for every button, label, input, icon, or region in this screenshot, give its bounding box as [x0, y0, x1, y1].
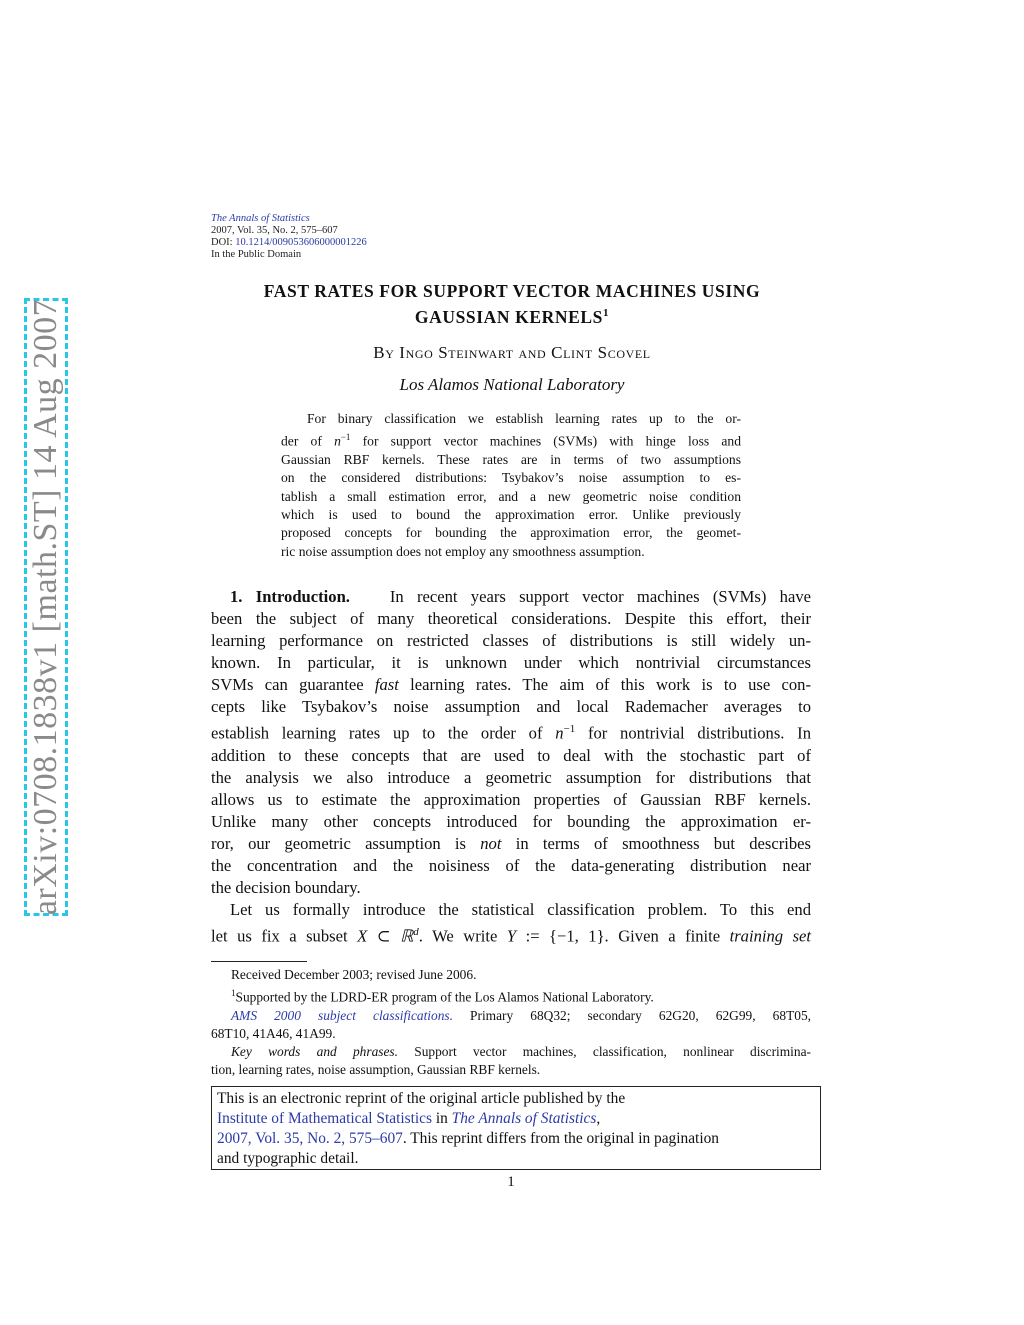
reprint-line: and typographic detail. [217, 1150, 359, 1167]
abstract-line: tablish a small estimation error, and a new geometric noise condition [281, 488, 741, 504]
intro-line: known. In particular, it is unknown under which nontrivial circumstances [211, 653, 811, 672]
doi-label: DOI: [211, 237, 233, 248]
reprint-line: This is an electronic reprint of the original article published by the [217, 1090, 626, 1107]
intro-line: cepts like Tsybakov’s noise assumption and local Rademacher averages to [211, 697, 811, 716]
intro-line: allows us to estimate the approximation properties of Gaussian RBF kernels. [211, 789, 811, 809]
intro-line: been the subject of many theoretical considerations. Despite this effort, their [211, 609, 811, 628]
abstract-line: der of $n^{-1}$ for support vector machines (SVMs) with hinge loss and [281, 432, 741, 449]
footnote-divider [211, 961, 307, 962]
footnotes [211, 966, 811, 1080]
intro-line: ror, our geometric assumption is not in terms of smoothness but describes [211, 833, 811, 853]
intro-line: the concentration and the noisiness of the data-generating distribution near [211, 855, 811, 875]
keywords: Key words and phrases. Support vector machines, classification, nonlinear discrimina- [231, 1044, 811, 1060]
reprint-line: Institute of Mathematical Statistics in The Annals of Statistics, [217, 1110, 601, 1127]
paper-title [180, 280, 844, 328]
title-line-1: FAST RATES FOR SUPPORT VECTOR MACHINES USING [263, 281, 761, 301]
doi-link[interactable]: 10.1214/009053606000001226 [235, 237, 367, 248]
journal-name-link[interactable]: The Annals of Statistics [211, 213, 310, 224]
reprint-notice-box [211, 1086, 821, 1170]
abstract-line: Gaussian RBF kernels. These rates are in terms of two assumptions [281, 452, 741, 468]
ams-classification: AMS 2000 subject classifications. Primary 68Q32; secondary 62G20, 62G99, 68T05, [231, 1007, 811, 1023]
abstract-line: on the considered distributions: Tsybakov’s noise assumption to es- [281, 470, 741, 486]
intro-line: 1. Introduction. In recent years support vector machines (SVMs) have [230, 587, 811, 606]
keywords-cont: tion, learning rates, noise assumption, Gaussian RBF kernels. [211, 1062, 541, 1078]
abstract-line: proposed concepts for bounding the approximation error, the geomet- [281, 525, 741, 541]
license-note: In the Public Domain [211, 249, 302, 260]
abstract-line: which is used to bound the approximation error. Unlike previously [281, 507, 741, 523]
intro-line: the analysis we also introduce a geometric assumption for distributions that [211, 767, 811, 787]
intro-line: Let us formally introduce the statistical classification problem. To this end [230, 899, 811, 919]
title-line-2: GAUSSIAN KERNELS [414, 306, 603, 327]
journal-header [211, 213, 367, 261]
abstract-line: For binary classification we establish learning rates up to the or- [307, 411, 741, 426]
title-footnote-mark: 1 [602, 307, 610, 319]
affiliation: Los Alamos National Laboratory [399, 375, 625, 394]
journal-volume: 2007, Vol. 35, No. 2, 575–607 [211, 225, 338, 236]
intro-line: learning performance on restricted classes of distributions is still widely un- [211, 631, 811, 650]
abstract-line: ric noise assumption does not employ any smoothness assumption. [281, 543, 645, 559]
arxiv-stamp [24, 298, 68, 916]
page-number: 1 [507, 1174, 515, 1190]
received-note: Received December 2003; revised June 2006. [231, 967, 477, 982]
intro-line: the decision boundary. [211, 877, 361, 897]
reprint-line: 2007, Vol. 35, No. 2, 575–607. This reprint differs from the original in pagination [217, 1130, 719, 1147]
support-note: $^1$Supported by the LDRD-ER program of the Los Alamos National Laboratory. [231, 988, 654, 1005]
ims-link[interactable]: Institute of Mathematical Statistics [217, 1110, 432, 1127]
abstract [281, 410, 741, 561]
ams-link[interactable]: AMS 2000 subject classifications. [231, 1007, 453, 1023]
intro-line: SVMs can guarantee fast learning rates. The aim of this work is to use con- [211, 675, 811, 694]
arxiv-identifier: arXiv:0708.1838v1 [math.ST] 14 Aug 2007 [27, 298, 64, 916]
intro-line: establish learning rates up to the order of $n^{-1}$ for nontrivial distributions. In [211, 723, 811, 743]
intro-line: Unlike many other concepts introduced for bounding the approximation er- [211, 811, 811, 831]
author-line: By Ingo Steinwart and Clint Scovel [373, 343, 651, 362]
intro-line: let us fix a subset X ⊂ ℝ$^d$. We write Y := {−1, 1}. Given a finite training set [211, 925, 812, 946]
ams-classification-cont: 68T10, 41A46, 41A99. [211, 1026, 336, 1042]
volume-link[interactable]: 2007, Vol. 35, No. 2, 575–607 [217, 1130, 403, 1147]
section-heading: 1. Introduction. [230, 587, 350, 606]
journal-link[interactable]: The Annals of Statistics [451, 1110, 597, 1127]
introduction-section [211, 586, 811, 947]
intro-line: addition to these concepts that are used to deal with the stochastic part of [211, 745, 811, 765]
